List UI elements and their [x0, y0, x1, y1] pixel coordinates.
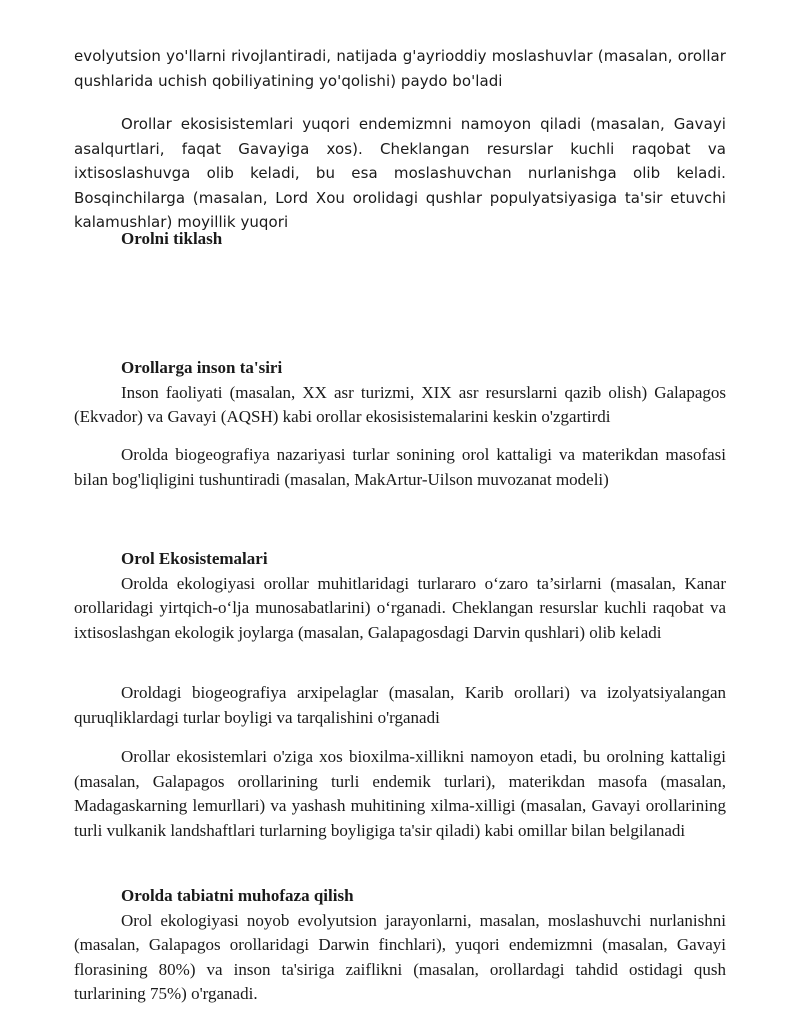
paragraph-continuation	[74, 44, 726, 93]
paragraph-text: evolyutsion yo'llarni rivojlantiradi, natijada g'ayrioddiy moslashuvlar (masalan, orollar qushlarida uchish qobiliyatining yo'qolishi) paydo bo'ladi	[74, 47, 726, 90]
paragraph-text: Inson faoliyati (masalan, XX asr turizmi, XIX asr resurslarni qazib olish) Galapagos (Ekvador) va Gavayi (AQSH) kabi orollar ekosisistemalarini keskin o'zgartirdi	[74, 382, 726, 426]
section-human-impact	[74, 356, 726, 430]
section-heading: Orolni tiklash	[121, 229, 223, 248]
section-island-ecosystems	[74, 547, 726, 645]
paragraph-text: Oroldagi biogeografiya arxipelaglar (masalan, Karib orollari) va izolyatsiyalangan quruqliklardagi turlar boyligi va tarqalishini o'rganadi	[74, 683, 726, 727]
paragraph-island-ecosystems-endemism	[74, 112, 726, 235]
heading-island-restoration	[74, 227, 726, 252]
section-heading: Orollarga inson ta'siri	[121, 358, 283, 377]
paragraph-text: Orolda biogeografiya nazariyasi turlar sonining orol kattaligi va materikdan masofasi bilan bog'liqligini tushuntiradi (masalan, MakArtur-Uilson muvozanat modeli)	[74, 445, 726, 489]
section-island-conservation	[74, 884, 726, 1007]
paragraph-text: Orolda ekologiyasi orollar muhitlaridagi turlararo o‘zaro ta’sirlarni (masalan, Kanar orollaridagi yirtqich-o‘lja munosabatlarini) o‘rganadi. Cheklangan resurslar kuchli raqobat va ixtisoslashgan ekologik joylarga (masalan, Galapagosdagi Darvin qushlari) olib keladi	[74, 573, 726, 642]
paragraph-text: Orollar ekosistemlari o'ziga xos bioxilma-xillikni namoyon etadi, bu orolning kattaligi (masalan, Galapagos orollarining turli endemik turlari), materikdan masofa (masalan, Madagaskarning lemurllari) va yashash muhitining xilma-xilligi (masalan, Gavayi orollarining turli vulkanik landshaftlari turlarning boyligiga ta'sir qiladi) kabi omillar bilan belgilanadi	[74, 747, 726, 840]
paragraph-biodiversity-factors	[74, 745, 726, 843]
paragraph-text: Orollar ekosisistemlari yuqori endemizmni namoyon qiladi (masalan, Gavayi asalqurtlari, faqat Gavayiga xos). Cheklangan resurslar kuchli raqobat va ixtisoslashuvga olib keladi, bu esa moslashuvchan nurlanishga olib keladi. Bosqinchilarga (masalan, Lord Xou orolidagi qushlar populyatsiyasiga ta'sir etuvchi kalamushlar) moyillik yuqori	[74, 115, 726, 231]
section-heading: Orolda tabiatni muhofaza qilish	[121, 886, 354, 905]
paragraph-biogeography-theory	[74, 443, 726, 492]
section-heading: Orol Ekosistemalari	[121, 549, 268, 568]
paragraph-text: Orol ekologiyasi noyob evolyutsion jarayonlarni, masalan, moslashuvchi nurlanishni (masalan, Galapagos orollaridagi Darwin finchlari), yuqori endemizmni (masalan, Gavayi florasining 80%) va inson ta'siriga zaiflikni (masalan, orollardagi tahdid ostidagi qush turlarining 75%) o'rganadi.	[74, 910, 726, 1003]
paragraph-archipelago-biogeography	[74, 681, 726, 730]
